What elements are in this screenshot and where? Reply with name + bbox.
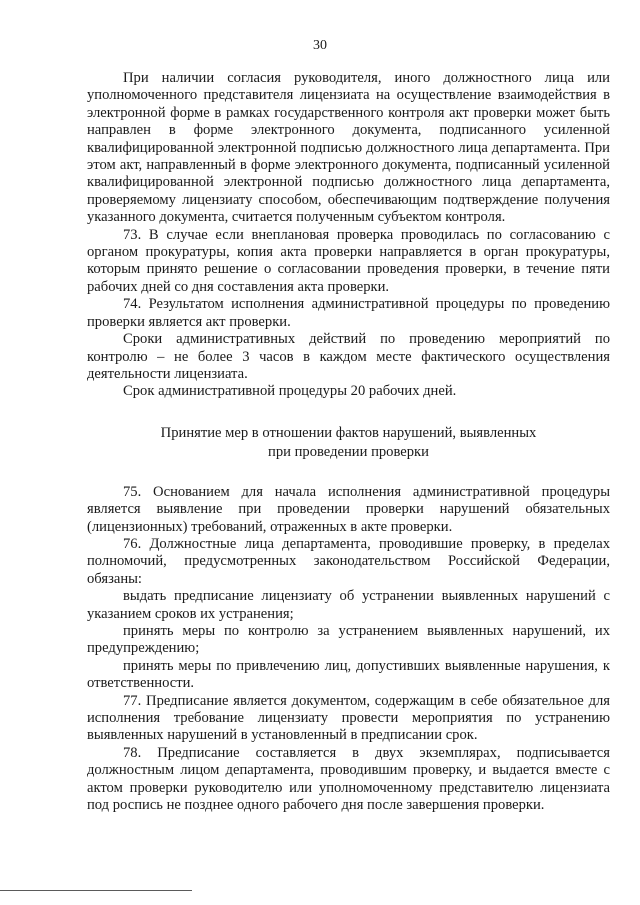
paragraph-76-item-control: принять меры по контролю за устранением выявленных нарушений, их предупреждению; [87,622,610,657]
paragraph-73: 73. В случае если внеплановая проверка проводилась по согласованию с органом прокуратуры, копия акта проверки направляется в орган прокуратуры, которым принято решение о согласовании проведения проверки, в течение пяти рабочих дней со дня составления акта проверки. [87,226,610,295]
paragraph-75: 75. Основанием для начала исполнения административной процедуры является выявление при проведении проверки нарушений обязательных (лицензионных) требований, отраженных в акте проверки. [87,483,610,535]
paragraph-76-item-liability: принять меры по привлечению лиц, допустивших выявленные нарушения, к ответственности. [87,657,610,692]
section-heading [87,424,610,462]
page-number: 30 [313,38,327,53]
section-heading-line-1: Принятие мер в отношении фактов нарушений, выявленных [160,424,537,441]
paragraph-electronic-act: При наличии согласия руководителя, иного должностного лица или уполномоченного представителя лицензиата на осуществление взаимодействия в электронной форме в рамках государственного контроля акт проверки может быть направлен в форме электронного документа, подписанного усиленной квалифицированной электронной подписью должностного лица департамента. При этом акт, направленный в форме электронного документа, подписанный усиленной квалифицированной электронной подписью должностного лица департамента, проверяемому лицензиату способом, обеспечивающим подтверждение получения указанного документа, считается полученным субъектом контроля. [87,70,610,226]
paragraph-77: 77. Предписание является документом, содержащим в себе обязательное для исполнения требование лицензиату провести мероприятия по устранению выявленных нарушений в установленный в предписании срок. [87,692,610,744]
paragraph-74: 74. Результатом исполнения административной процедуры по проведению проверки является акт проверки. [87,296,610,330]
paragraph-76-item-issue-order: выдать предписание лицензиату об устранении выявленных нарушений с указанием сроков их устранения; [87,588,610,622]
section-heading-line-2: при проведении проверки [268,443,429,460]
paragraph-action-deadlines: Сроки административных действий по проведению мероприятий по контролю – не более 3 часов в каждом месте фактического осуществления деятельности лицензиата. [87,331,610,382]
paragraph-78: 78. Предписание составляется в двух экземплярах, подписывается должностным лицом департамента, проводившим проверку, и выдается вместе с актом проверки руководителю или уполномоченному представителю лицензиата под роспись не позднее одного рабочего дня после завершения проверки. [87,744,610,814]
footer-divider [0,890,192,891]
document-body [87,70,610,814]
paragraph-procedure-deadline: Срок административной процедуры 20 рабочих дней. [123,383,457,400]
paragraph-76: 76. Должностные лица департамента, проводившие проверку, в пределах полномочий, предусмотренных законодательством Российской Федерации, обязаны: [87,535,610,587]
